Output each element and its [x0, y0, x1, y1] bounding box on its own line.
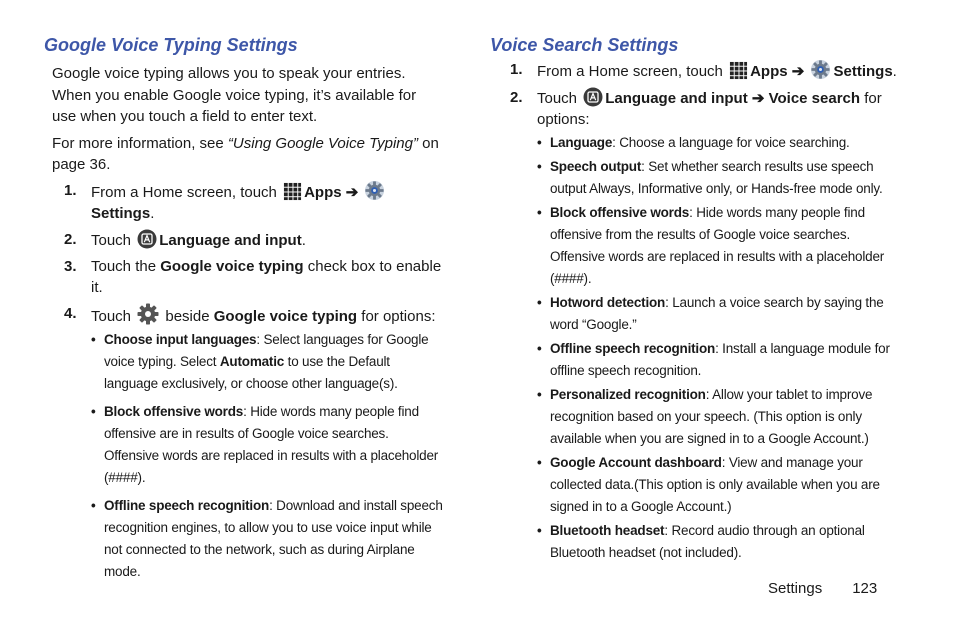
cross-reference-link[interactable]: “Using Google Voice Typing”	[227, 134, 418, 152]
bullet: •	[91, 497, 96, 513]
settings-label: Settings	[91, 204, 151, 222]
step-1: 1. From a Home screen, touch Apps ➔ Settings.	[510, 61, 897, 80]
list-item: • Block offensive words: Hide words many people find offensive from the results of Google voice searches. Offensive words are replaced in results with a placeholder (####).	[537, 202, 900, 290]
list-item: • Block offensive words: Hide words many people find offensive are in results of Google voice searches. Offensive words are replaced in results with a placeholder (####).	[91, 401, 444, 489]
gear-icon	[137, 303, 159, 325]
more-info-paragraph: For more information, see “Using Google Voice Typing” on page 36.	[52, 134, 439, 173]
list-item: • Offline speech recognition: Download and install speech recognition engines, to allow you to use voice input while not connected to the network, such as during Airplane mode.	[91, 495, 444, 583]
apps-label: Apps	[750, 63, 788, 80]
step-number: 3.	[64, 257, 77, 275]
step-3: 3. Touch the Google voice typing check box to enable it.	[64, 257, 442, 296]
step-number: 1.	[64, 181, 77, 199]
step-number: 2.	[510, 89, 523, 106]
bullet: •	[91, 331, 96, 347]
step-2: 2. Touch Language and input.	[64, 230, 306, 249]
settings-label: Settings	[833, 63, 893, 80]
arrow-icon: ➔	[787, 63, 809, 80]
right-column	[490, 33, 900, 569]
apps-grid-icon	[729, 61, 748, 80]
step-number: 1.	[510, 61, 523, 78]
language-input-icon	[137, 229, 157, 249]
google-voice-typing-label: Google voice typing	[213, 307, 358, 325]
settings-gear-icon	[810, 59, 831, 80]
language-and-input-label: Language and input	[605, 90, 748, 107]
apps-grid-icon	[283, 182, 302, 201]
google-voice-typing-label: Google voice typing	[160, 257, 304, 275]
bullet: •	[537, 159, 542, 174]
bullet: •	[537, 341, 542, 356]
settings-gear-icon	[364, 180, 385, 201]
voice-typing-steps	[44, 180, 444, 583]
list-item: • Choose input languages: Select languages for Google voice typing. Select Automatic to use the Default language exclusively, or choose other language(s).	[91, 329, 444, 395]
step-number: 4.	[64, 304, 77, 322]
list-item: • Google Account dashboard: View and manage your collected data.(This option is only available when you are signed in to a Google Account.)	[537, 452, 900, 518]
section-title-voice-search: Voice Search Settings	[490, 35, 679, 55]
language-input-icon	[583, 87, 603, 107]
bullet: •	[537, 455, 542, 470]
bullet: •	[91, 403, 96, 419]
list-item: • Bluetooth headset: Record audio through an optional Bluetooth headset (not included).	[537, 520, 900, 564]
bullet: •	[537, 295, 542, 310]
intro-paragraph: Google voice typing allows you to speak your entries. When you enable Google voice typing, it’s available for use when you touch a field to enter text.	[52, 65, 417, 125]
list-item: • Personalized recognition: Allow your tablet to improve recognition based on your speech. (This option is only available when you are signed in to a Google Account.)	[537, 384, 900, 450]
step-4: 4. Touch beside Google voice typing for options: • Choose input languages: Select languages for Google voice typing. Select Automatic to use the Default language exclusively, or choose other language(s). • Block offensive words: Hide words many people find offensive are in results of Google voice searches. Offensive words are replaced in results with a placeholder (####). • Offline speech recognition: Download and install speech recognition engines, to allow you to use voice input while not connected to the network, such as during Airplane mode.	[44, 303, 444, 583]
step-1: 1. From a Home screen, touch Apps ➔ Settings.	[44, 180, 444, 224]
bullet: •	[537, 387, 542, 402]
voice-search-options	[537, 132, 900, 564]
list-item: • Hotword detection: Launch a voice search by saying the word “Google.”	[537, 292, 900, 336]
list-item: • Speech output: Set whether search results use speech output Always, Informative only, or Hands-free mode only.	[537, 156, 900, 200]
footer-section-name: Settings	[768, 580, 823, 597]
step-number: 2.	[64, 230, 77, 248]
voice-search-steps	[490, 59, 900, 564]
apps-label: Apps	[304, 183, 342, 201]
list-item: • Language: Choose a language for voice searching.	[537, 132, 900, 154]
bullet: •	[537, 135, 542, 150]
left-column	[44, 33, 444, 589]
arrow-icon: ➔	[341, 183, 363, 201]
voice-typing-options	[91, 329, 444, 583]
section-title-voice-typing: Google Voice Typing Settings	[44, 35, 298, 55]
bullet: •	[537, 523, 542, 538]
arrow-icon: ➔	[747, 90, 769, 107]
bullet: •	[537, 205, 542, 220]
language-and-input-label: Language and input	[159, 231, 302, 249]
step-2: 2. Touch Language and input ➔ Voice search for options: • Language: Choose a language for voice searching. • Speech output: Set whether search results use speech output Always, Informative only, or Hands-free mode only. • Block offensive words: Hide words many people find offensive from the results of Google voice searches. Offensive words are replaced in results with a placeholder (####). • Hotword detection: Launch a voice search by saying the word “Google.” • Offline speech recognition: Install a language module for offline speech recognition. • Personalized recognition: Allow your tablet to improve recognition based on your speech. (This option is only available when you are signed in to a Google Account.) • Google Account dashboard: View and manage your collected data.(This option is only available when you are signed in to a Google Account.) • Bluetooth headset: Record audio through an optional Bluetooth headset (not included).	[490, 87, 900, 564]
list-item: • Offline speech recognition: Install a language module for offline speech recognition.	[537, 338, 900, 382]
page-number: 123	[852, 580, 878, 597]
voice-search-label: Voice search	[768, 90, 861, 107]
page-footer	[768, 579, 877, 599]
